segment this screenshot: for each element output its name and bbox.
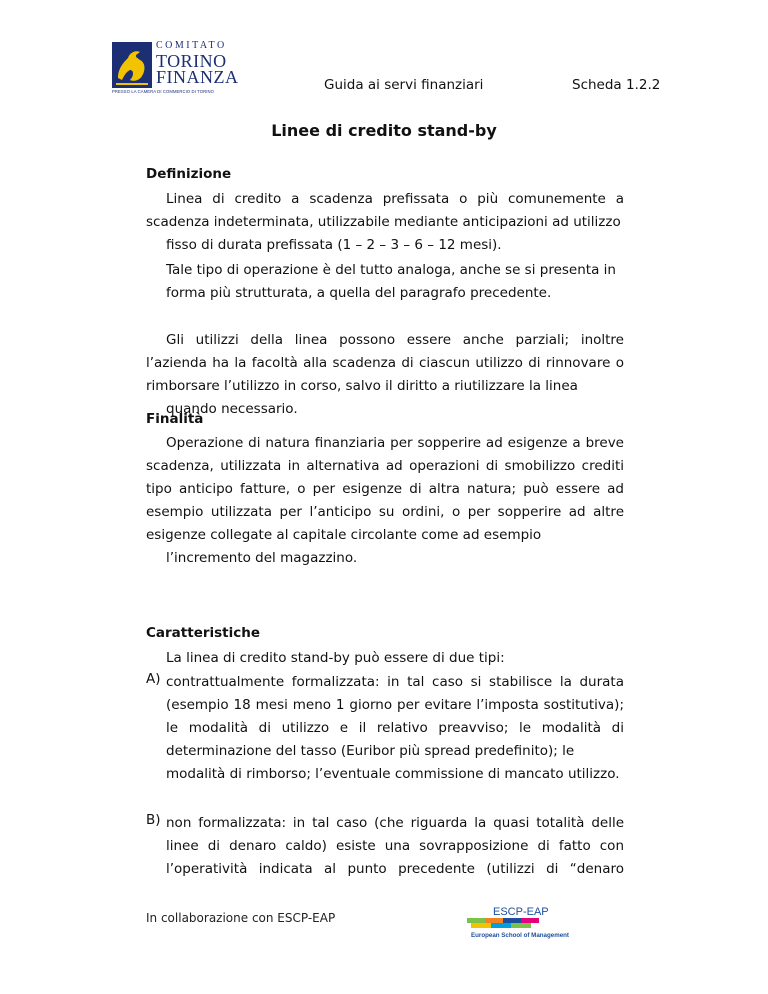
- logo-line-finanza: FINANZA: [156, 67, 239, 87]
- torino-finanza-logo-mark: [112, 42, 152, 88]
- escp-logo-name: ESCP-EAP: [493, 906, 549, 918]
- paragraph-last-line: forma più strutturata, a quella del paragrafo precedente.: [166, 285, 552, 301]
- logo-line-torino: TORINO: [156, 51, 227, 71]
- purpose-paragraph: [146, 432, 624, 570]
- item-last-line: modalità di rimborso; l’eventuale commissione di mancato utilizzo.: [166, 766, 620, 782]
- item-b-text: [166, 812, 624, 881]
- definition-heading: Definizione: [146, 166, 232, 182]
- definition-paragraph-2: [146, 259, 624, 305]
- footer-text: In collaborazione con ESCP-EAP: [146, 911, 336, 925]
- paragraph-last-line: l’incremento del magazzino.: [166, 550, 358, 566]
- sheet-label: Scheda 1.2.2: [572, 77, 661, 93]
- paragraph-last-line: quando necessario.: [166, 401, 298, 417]
- document-title: Linee di credito stand-by: [271, 121, 497, 140]
- paragraph-body: Gli utilizzi della linea possono essere anche parziali; inoltre l’azienda ha la facoltà alla scadenza di ciascun utilizzo di rinnovare o rimborsare l’utilizzo in corso, salvo il diritto a riutilizzare la linea: [146, 332, 624, 394]
- item-body: non formalizzata: in tal caso (che riguarda la quasi totalità delle linee di denaro caldo) esiste una sovrapposizione di fatto con l’operatività indicata al punto precedente (utilizzi di “denaro: [166, 815, 624, 877]
- item-a-marker: A): [146, 671, 161, 687]
- purpose-heading: Finalità: [146, 411, 204, 427]
- item-b-marker: B): [146, 812, 161, 828]
- definition-paragraph-3: [146, 329, 624, 421]
- paragraph-body: Tale tipo di operazione è del tutto analoga, anche se si presenta in: [166, 262, 616, 278]
- paragraph-body: Linea di credito a scadenza prefissata o più comunemente a scadenza indeterminata, utilizzabile mediante anticipazioni ad utilizzo: [146, 191, 624, 230]
- features-intro: La linea di credito stand-by può essere di due tipi:: [166, 650, 505, 666]
- guide-title: Guida ai servi finanziari: [324, 77, 484, 93]
- paragraph-body: Operazione di natura finanziaria per sopperire ad esigenze a breve scadenza, utilizzata in alternativa ad operazioni di smobilizzo crediti tipo anticipo fatture, o per esigenze di altra natura; può essere ad esempio utilizzata per l’anticipo su ordini, o per sopperire ad altre esigenze collegate al capitale circolante come ad esempio: [146, 435, 624, 543]
- logo-line-caption: PRESSO LA CAMERA DI COMMERCIO DI TORINO: [112, 89, 214, 94]
- escp-eap-logo: [463, 904, 569, 940]
- escp-logo-subtitle: European School of Management: [471, 932, 569, 939]
- item-a-text: [166, 671, 624, 786]
- definition-paragraph-1: [146, 188, 624, 257]
- features-heading: Caratteristiche: [146, 625, 261, 641]
- logo-line-comitato: COMITATO: [156, 40, 227, 51]
- item-body: contrattualmente formalizzata: in tal caso si stabilisce la durata (esempio 18 mesi meno 1 giorno per evitare l’imposta sostitutiva); le modalità di utilizzo e il relativo preavviso; le modalità di determinazione del tasso (Euribor più spread predefinito); le: [166, 674, 624, 759]
- paragraph-last-line: fisso di durata prefissata (1 – 2 – 3 – 6 – 12 mesi).: [166, 237, 502, 253]
